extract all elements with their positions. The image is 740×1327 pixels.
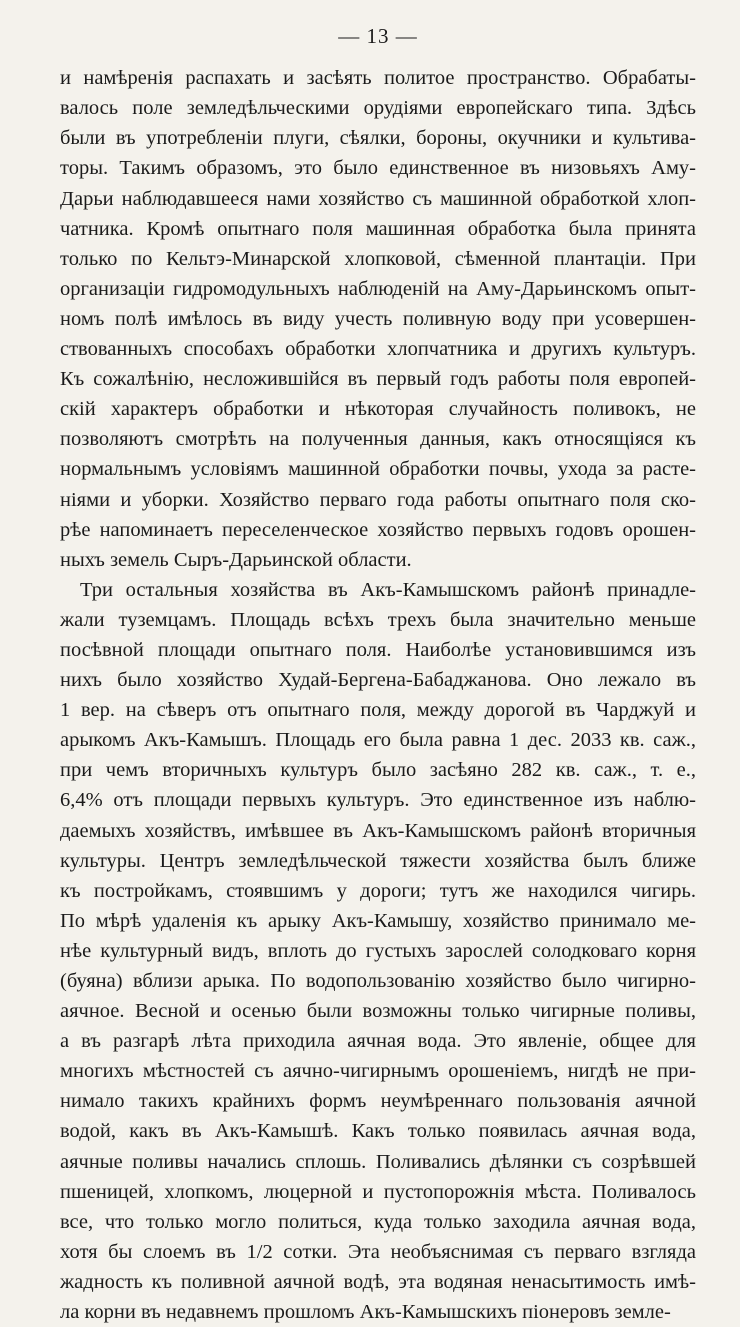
text-line: нѣе культурный видъ, вплоть до густыхъ зарослей солодковаго корня — [60, 939, 696, 962]
text-line: къ постройкамъ, стоявшимъ у дороги; тутъ же находился чигирь. — [60, 879, 696, 902]
text-line: жадность къ поливной аячной водѣ, эта водяная ненасытимость имѣ- — [60, 1270, 696, 1293]
text-line: жали туземцамъ. Площадь всѣхъ трехъ была значительно меньше — [60, 608, 696, 631]
text-line: были въ употребленіи плуги, сѣялки, бороны, окучники и культива- — [60, 127, 696, 150]
text-line: Къ сожалѣнію, несложившійся въ первый годъ работы поля европей- — [60, 368, 696, 391]
text-line: многихъ мѣстностей съ аячно-чигирнымъ орошеніемъ, нигдѣ не при- — [60, 1060, 696, 1083]
text-line: По мѣрѣ удаленія къ арыку Акъ-Камышу, хозяйство принимало ме- — [60, 909, 696, 932]
text-line: нормальнымъ условіямъ машинной обработки почвы, ухода за расте- — [60, 458, 696, 481]
text-line: номъ полѣ имѣлось въ виду учесть поливную воду при усовершен- — [60, 307, 696, 330]
text-line: а въ разгарѣ лѣта приходила аячная вода. Это явленіе, общее для — [60, 1030, 696, 1053]
text-line: позволяютъ смотрѣть на полученныя данныя, какъ относящіяся къ — [60, 428, 696, 451]
paragraph — [60, 63, 696, 575]
text-line: ныхъ земель Сыръ-Дарьинской области. — [60, 548, 412, 571]
text-line: культуры. Центръ земледѣльческой тяжести хозяйства былъ ближе — [60, 849, 696, 872]
text-line: (буяна) вблизи арыка. По водопользованію хозяйство было чигирно- — [60, 970, 696, 992]
text-line: ла корни въ недавнемъ прошломъ Акъ-Камышскихъ піонеровъ земле- — [60, 1301, 671, 1324]
text-line: скій характеръ обработки и нѣкоторая случайность поливокъ, не — [60, 398, 696, 421]
text-line: даемыхъ хозяйствъ, имѣвшее въ Акъ-Камышскомъ районѣ вторичныя — [60, 819, 696, 842]
text-line: и намѣренія распахать и засѣять политое пространство. Обрабаты- — [60, 67, 696, 90]
text-line: 1 вер. на сѣверъ отъ опытнаго поля, между дорогой въ Чарджуй и — [60, 699, 696, 722]
text-line: торы. Такимъ образомъ, это было единственное въ низовьяхъ Аму- — [60, 157, 696, 180]
text-line: 6,4% отъ площади первыхъ культуръ. Это единственное изъ наблю- — [60, 789, 696, 812]
text-line: ствованныхъ способахъ обработки хлопчатника и другихъ культуръ. — [60, 338, 696, 361]
text-line: посѣвной площади опытнаго поля. Наиболѣе установившимся изъ — [60, 638, 696, 661]
text-line: водой, какъ въ Акъ-Камышѣ. Какъ только появилась аячная вода, — [60, 1120, 696, 1143]
text-line: арыкомъ Акъ-Камышъ. Площадь его была равна 1 дес. 2033 кв. саж., — [60, 729, 696, 752]
text-line: чатника. Кромѣ опытнаго поля машинная обработка была принята — [60, 217, 696, 240]
text-line: рѣе напоминаетъ переселенческое хозяйство первыхъ годовъ орошен- — [60, 518, 696, 541]
text-line: аячное. Весной и осенью были возможны только чигирные поливы, — [60, 1000, 696, 1023]
text-line: валось поле земледѣльческими орудіями европейскаго типа. Здѣсь — [60, 97, 696, 120]
text-line: аячные поливы начались сплошь. Поливались дѣлянки съ созрѣвшей — [60, 1150, 696, 1173]
paragraph — [60, 575, 696, 1327]
text-line: Три остальныя хозяйства въ Акъ-Камышскомъ районѣ принадле- — [80, 578, 696, 601]
text-line: хотя бы слоемъ въ 1/2 сотки. Эта необъяснимая съ перваго взгляда — [60, 1240, 696, 1263]
text-line: Дарьи наблюдавшееся нами хозяйство съ машинной обработкой хлоп- — [60, 187, 696, 210]
text-line: организаціи гидромодульныхъ наблюденій на Аму-Дарьинскомъ опыт- — [60, 277, 696, 300]
text-line: ніями и уборки. Хозяйство перваго года работы опытнаго поля ско- — [60, 488, 696, 511]
text-line: нихъ было хозяйство Худай-Бергена-Бабаджанова. Оно лежало въ — [60, 669, 696, 692]
text-line: все, что только могло политься, куда только заходила аячная вода, — [60, 1210, 696, 1233]
body-text — [60, 63, 696, 1327]
text-line: только по Кельтэ-Минарской хлопковой, сѣменной плантаціи. При — [60, 247, 696, 270]
text-line: пшеницей, хлопкомъ, люцерной и пустопорожнія мѣста. Поливалось — [60, 1180, 696, 1203]
text-line: при чемъ вторичныхъ культуръ было засѣяно 282 кв. саж., т. е., — [60, 759, 696, 782]
text-line: нимало такихъ крайнихъ формъ неумѣреннаго пользованія аячной — [60, 1090, 696, 1113]
page-number: — 13 — — [338, 24, 418, 48]
